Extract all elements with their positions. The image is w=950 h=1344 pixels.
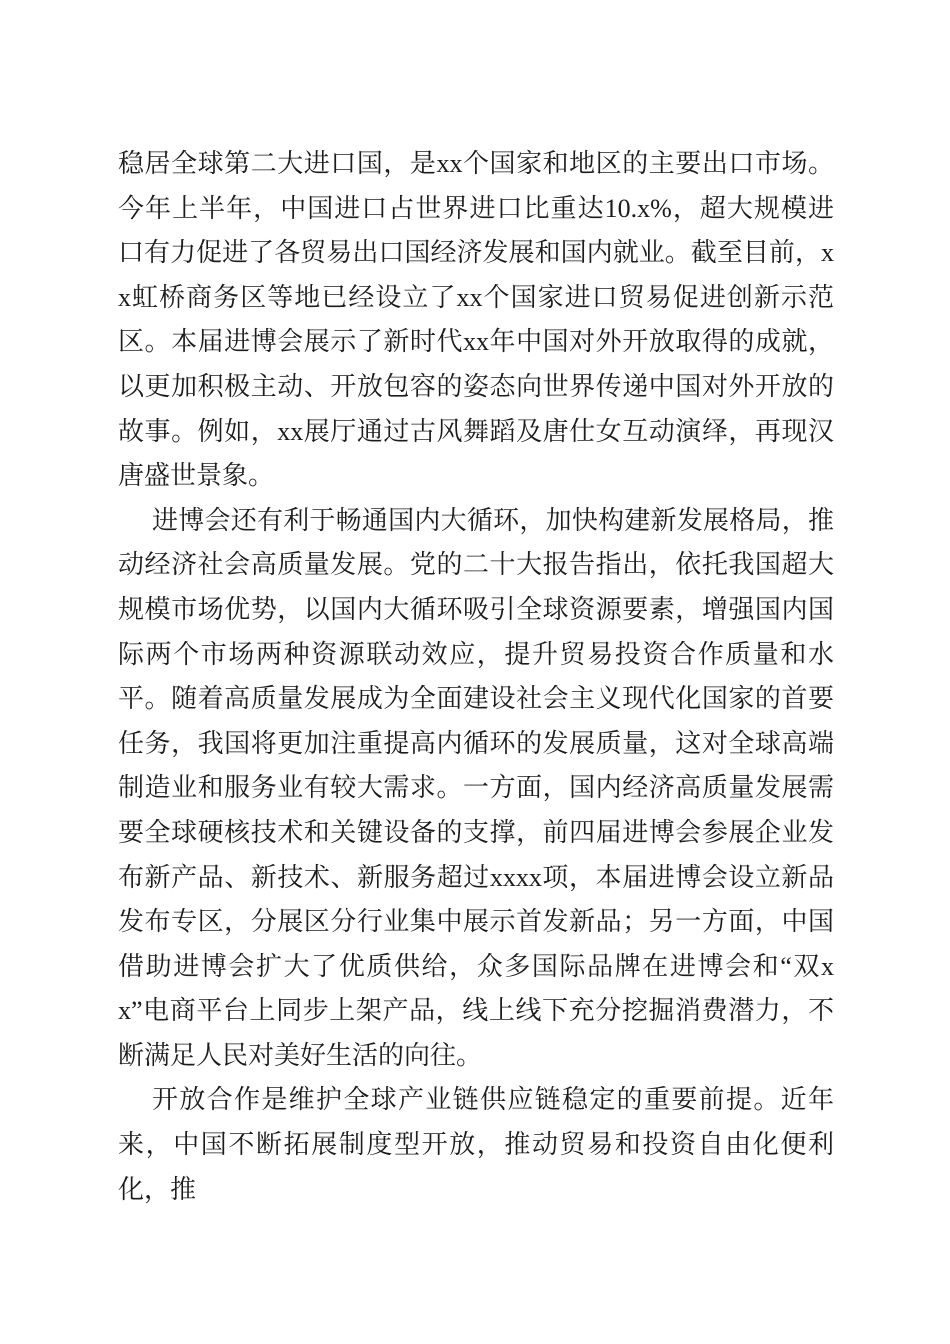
document-body xyxy=(118,142,834,1212)
paragraph-open-cooperation: 开放合作是维护全球产业链供应链稳定的重要前提。近年来，中国不断拓展制度型开放，推动贸易和投资自由化便利化，推 xyxy=(118,1085,834,1204)
paragraph-domestic-circulation: 进博会还有利于畅通国内大循环，加快构建新发展格局，推动经济社会高质量发展。党的二十大报告指出，依托我国超大规模市场优势，以国内大循环吸引全球资源要素，增强国内国际两个市场两种资源联动效应，提升贸易投资合作质量和水平。随着高质量发展成为全面建设社会主义现代化国家的首要任务，我国将更加注重提高内循环的发展质量，这对全球高端制造业和服务业有较大需求。一方面，国内经济高质量发展需要全球硬核技术和关键设备的支撑，前四届进博会参展企业发布新产品、新技术、新服务超过xxxx项，本届进博会设立新品发布专区，分展区分行业集中展示首发新品；另一方面，中国借助进博会扩大了优质供给，众多国际品牌在进博会和“双xx”电商平台上同步上架产品，线上线下充分挖掘消费潜力，不断满足人民对美好生活的向往。 xyxy=(118,505,834,1070)
paragraph-continued-from-previous-page: 稳居全球第二大进口国，是xx个国家和地区的主要出口市场。今年上半年，中国进口占世界进口比重达10.x%，超大规模进口有力促进了各贸易出口国经济发展和国内就业。截至目前，xx虹桥商务区等地已经设立了xx个国家进口贸易促进创新示范区。本届进博会展示了新时代xx年中国对外开放取得的成就，以更加积极主动、开放包容的姿态向世界传递中国对外开放的故事。例如，xx展厅通过古风舞蹈及唐仕女互动演绎，再现汉唐盛世景象。 xyxy=(118,149,834,491)
